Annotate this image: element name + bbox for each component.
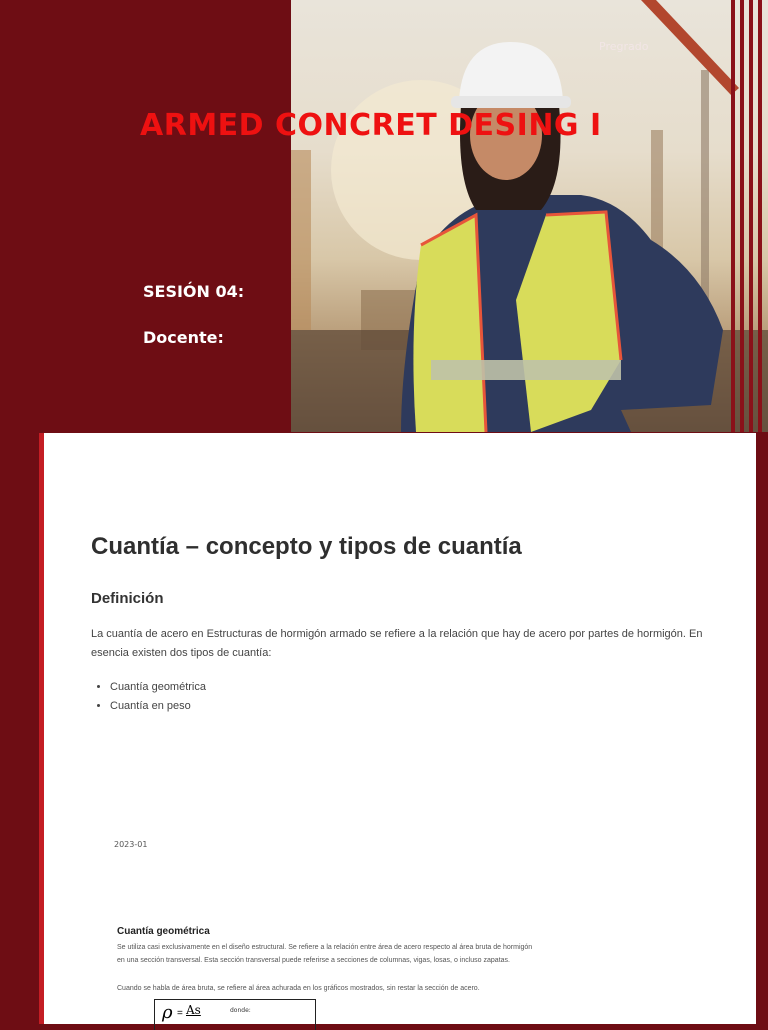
teacher-label: Docente: — [143, 328, 224, 347]
engineer-illustration — [291, 0, 768, 432]
definition-text: La cuantía de acero en Estructuras de hormigón armado se refiere a la relación que hay de acero por partes de hormigón. En esencia existen dos tipos de cuantía: — [91, 628, 703, 659]
definition-heading: Definición — [91, 590, 164, 607]
formula-box — [154, 999, 316, 1030]
document-date: 2023-01 — [114, 840, 148, 849]
list-item: • Cuantía geométrica — [110, 678, 206, 697]
geometric-note: Cuando se habla de área bruta, se refiere al área achurada en los gráficos mostrados, sin restar la sección de acero. — [117, 985, 480, 992]
document-title: Cuantía – concepto y tipos de cuantía — [91, 533, 522, 560]
session-label: SESIÓN 04: — [143, 282, 245, 301]
course-title: ARMED CONCRET DESING I — [140, 108, 602, 143]
engineer-photo — [291, 0, 768, 432]
formula-side-note: donde: — [230, 1007, 251, 1014]
list-item: • Cuantía en peso — [110, 697, 206, 716]
formula-numerator: As — [186, 1003, 201, 1017]
program-tag: Pregrado — [599, 40, 649, 53]
geometric-text: Se utiliza casi exclusivamente en el diseño estructural. Se refiere a la relación entre área de acero respecto al área bruta de hormigón en una sección transversal. Esta sección transversal puede referirse a secciones de columnas, vigas, losas, o incluso zapatas. — [117, 944, 533, 964]
decorative-stripes — [727, 0, 768, 432]
formula-rho: ρ — [162, 1002, 173, 1023]
types-list — [91, 678, 206, 716]
document-page — [39, 433, 756, 1024]
formula-equals: = — [177, 1008, 183, 1019]
geometric-heading: Cuantía geométrica — [117, 926, 210, 937]
